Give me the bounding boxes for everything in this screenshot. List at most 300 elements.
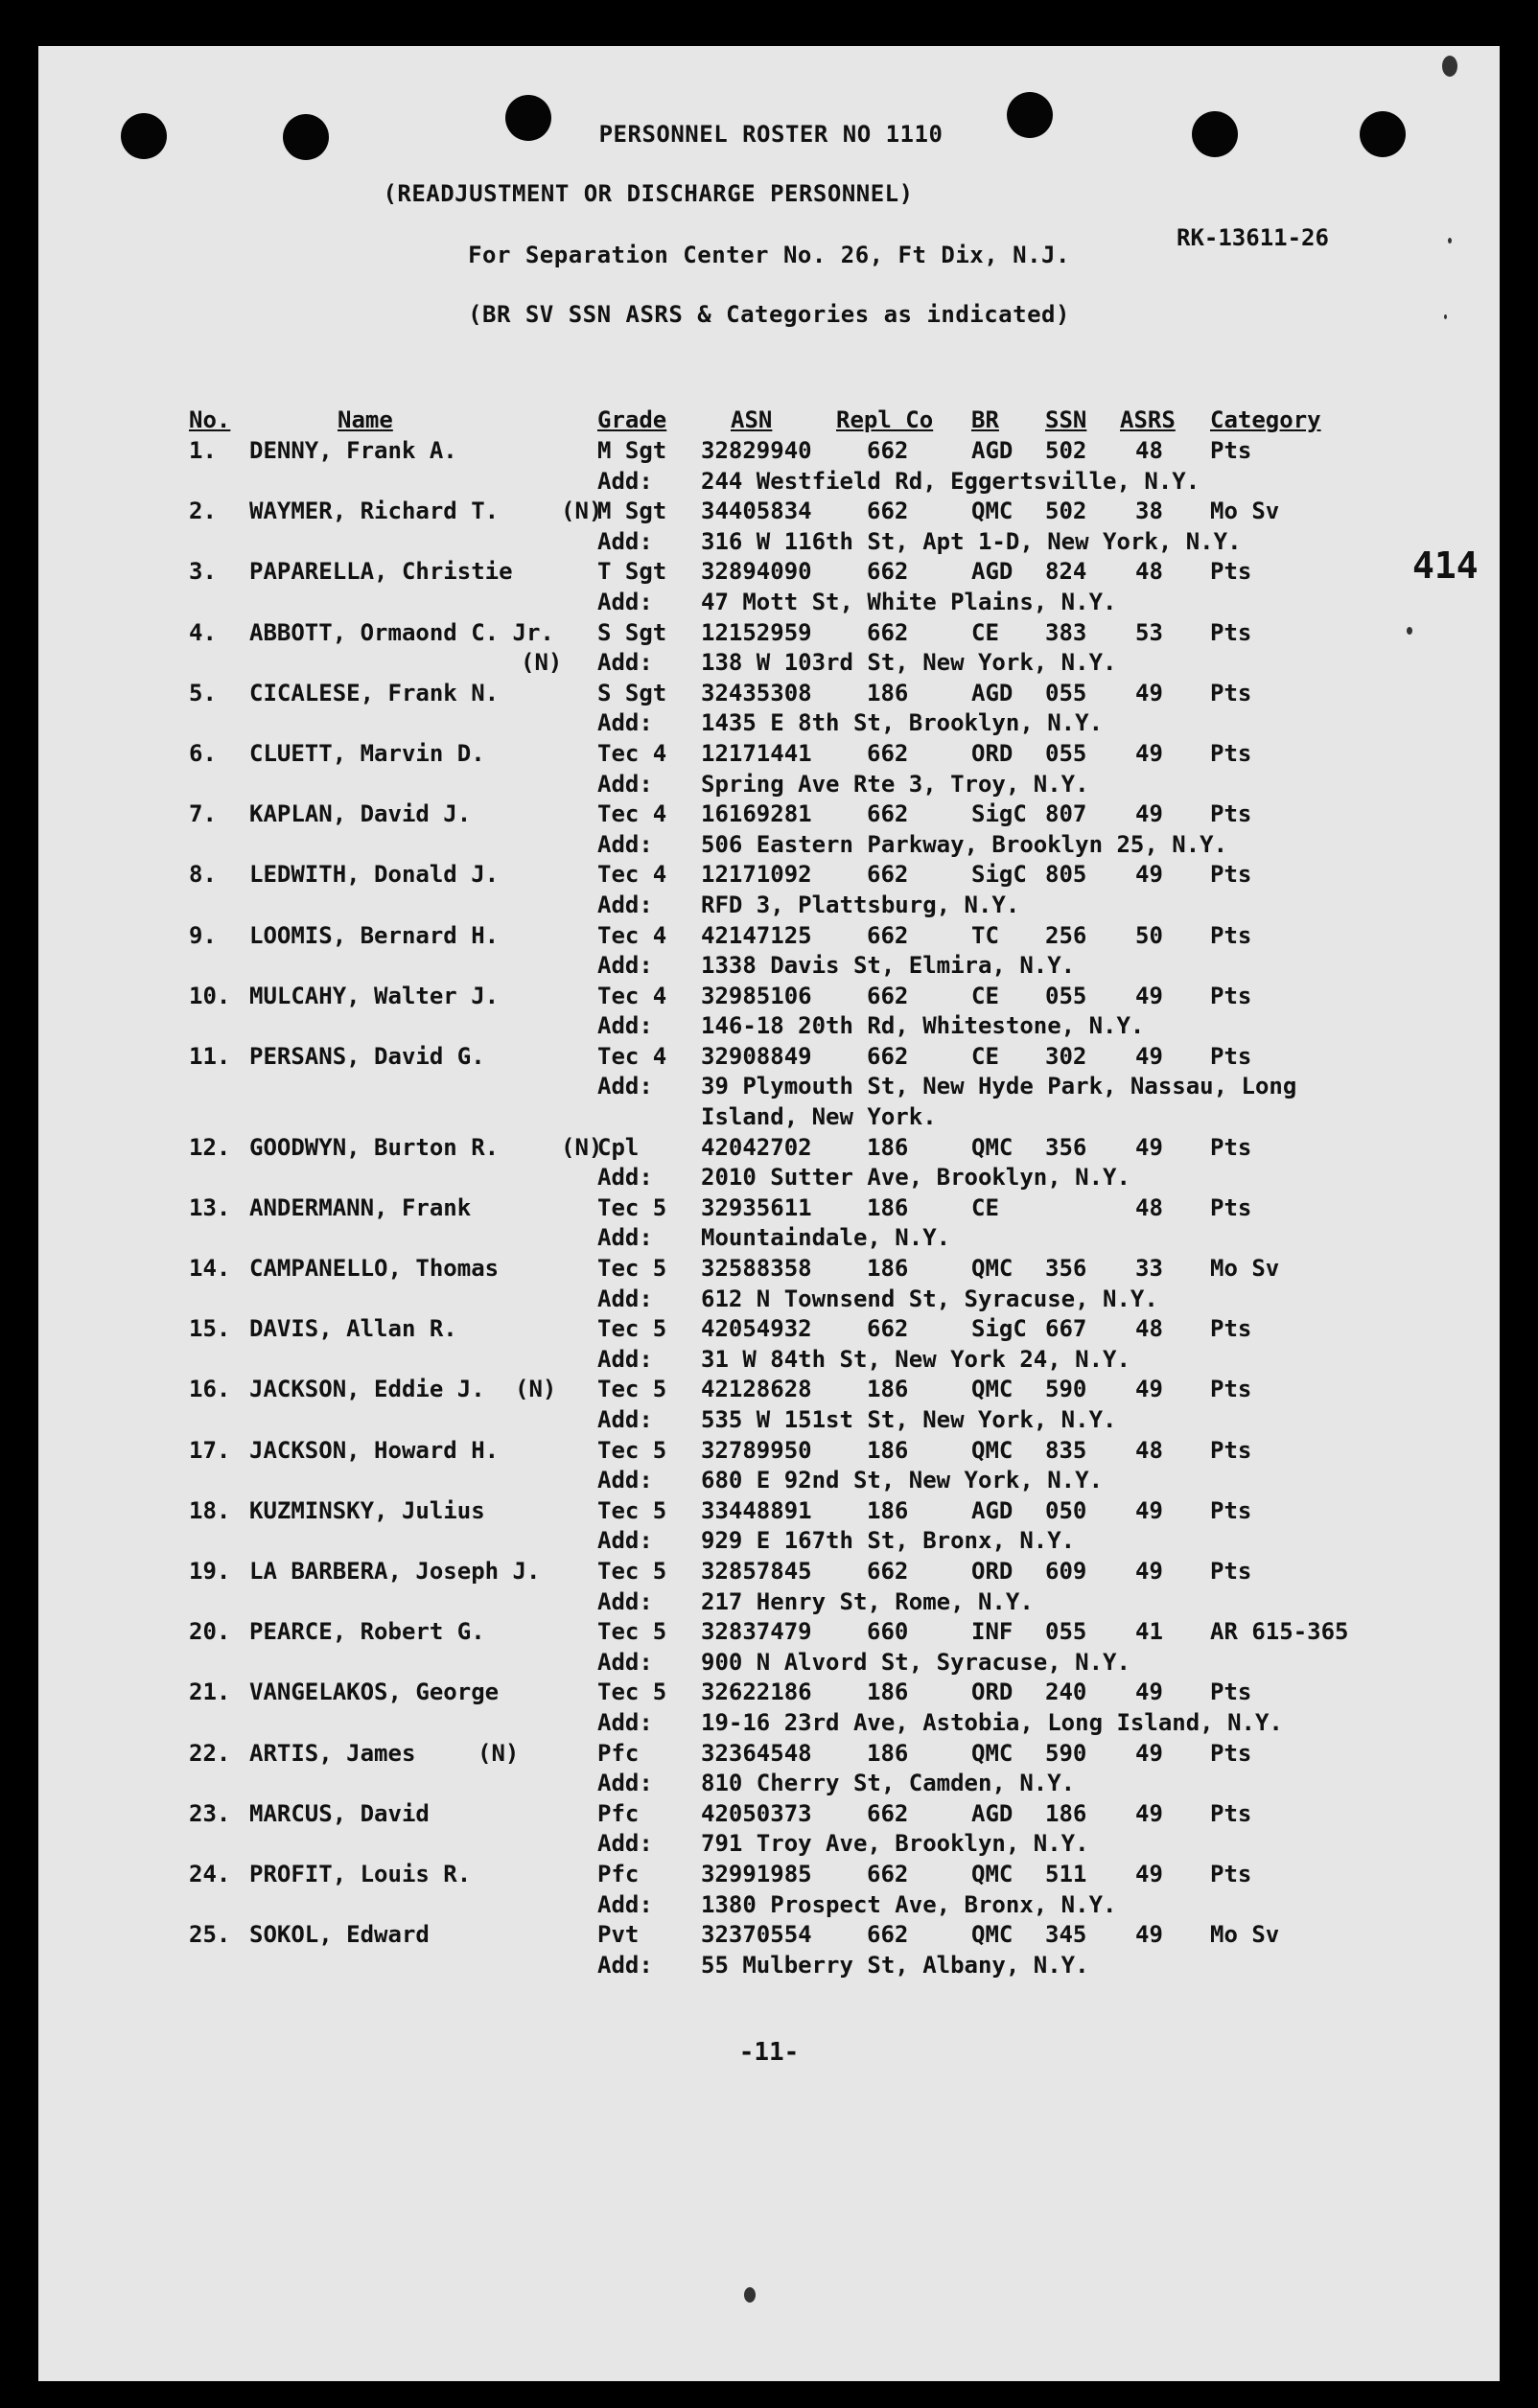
record-number: 1. (189, 437, 217, 464)
record-branch: QMC (971, 1133, 1014, 1161)
record-address: 316 W 116th St, Apt 1-D, New York, N.Y. (701, 527, 1242, 555)
record-asrs: 49 (1135, 739, 1163, 767)
roster-record (38, 558, 1500, 618)
record-category: Pts (1210, 921, 1252, 949)
record-name: GOODWYN, Burton R. (249, 1133, 500, 1161)
record-category: Pts (1210, 861, 1252, 889)
roster-record (38, 1740, 1500, 1800)
address-label: Add: (597, 1467, 653, 1494)
record-grade: Tec 4 (597, 982, 667, 1009)
record-name: MARCUS, David (249, 1799, 430, 1827)
record-asn: 12171092 (701, 861, 812, 889)
record-asn: 32622186 (701, 1679, 812, 1706)
record-asn: 42050373 (701, 1799, 812, 1827)
record-branch: QMC (971, 1921, 1014, 1949)
record-ssn: 667 (1045, 1315, 1087, 1343)
record-branch: AGD (971, 1496, 1014, 1524)
address-label: Add: (597, 1587, 653, 1615)
record-branch: QMC (971, 1739, 1014, 1767)
record-number: 16. (189, 1376, 231, 1403)
record-address-line (38, 831, 1500, 862)
address-label: Add: (597, 1648, 653, 1676)
roster-record (38, 1437, 1500, 1497)
reference-number: RK-13611-26 (1177, 224, 1329, 251)
record-branch: AGD (971, 558, 1014, 586)
roster-record (38, 1921, 1500, 1981)
categories-note: (BR SV SSN ASRS & Categories as indicated) (468, 301, 1070, 328)
record-number: 2. (189, 498, 217, 525)
record-grade: Tec 5 (597, 1376, 667, 1403)
record-main-line (38, 680, 1500, 710)
record-address-line (38, 1770, 1500, 1800)
record-note-marker: (N) (478, 1739, 520, 1767)
record-name: ABBOTT, Ormaond C. Jr. (249, 618, 554, 646)
address-label: Add: (597, 1345, 653, 1373)
record-category: Pts (1210, 1557, 1252, 1585)
record-note-marker: (N) (521, 649, 563, 677)
record-category: Pts (1210, 1315, 1252, 1343)
record-branch: AGD (971, 679, 1014, 706)
record-asrs: 49 (1135, 1133, 1163, 1161)
record-main-line (38, 1376, 1500, 1406)
record-grade: Tec 4 (597, 861, 667, 889)
record-address-line (38, 1073, 1500, 1103)
address-label: Add: (597, 1951, 653, 1979)
record-branch: QMC (971, 498, 1014, 525)
record-name: SOKOL, Edward (249, 1921, 430, 1949)
roster-record (38, 1800, 1500, 1861)
record-ssn: 256 (1045, 921, 1087, 949)
record-asn: 32991985 (701, 1860, 812, 1887)
address-label: Add: (597, 588, 653, 615)
roster-record (38, 1861, 1500, 1921)
record-main-line (38, 922, 1500, 953)
record-asrs: 48 (1135, 1436, 1163, 1464)
address-label: Add: (597, 1708, 653, 1736)
address-label: Add: (597, 527, 653, 555)
record-address-line (38, 1164, 1500, 1194)
record-repl-co: 662 (867, 1860, 909, 1887)
record-name: KUZMINSKY, Julius (249, 1496, 485, 1524)
record-repl-co: 662 (867, 982, 909, 1009)
record-address-line (38, 1467, 1500, 1497)
roster-record (38, 498, 1500, 558)
record-branch: INF (971, 1618, 1014, 1646)
record-category: Pts (1210, 1133, 1252, 1161)
record-asn: 42054932 (701, 1315, 812, 1343)
record-grade: Pfc (597, 1799, 640, 1827)
record-category: Pts (1210, 800, 1252, 828)
roster-record (38, 619, 1500, 680)
record-number: 4. (189, 618, 217, 646)
record-number: 9. (189, 921, 217, 949)
record-asrs: 48 (1135, 1315, 1163, 1343)
record-main-line (38, 1558, 1500, 1588)
roster-record (38, 861, 1500, 921)
record-main-line (38, 1740, 1500, 1771)
col-br: BR (971, 406, 999, 433)
record-address: 506 Eastern Parkway, Brooklyn 25, N.Y. (701, 830, 1228, 858)
record-name: LEDWITH, Donald J. (249, 861, 500, 889)
record-grade: Tec 5 (597, 1193, 667, 1221)
record-number: 22. (189, 1739, 231, 1767)
record-number: 10. (189, 982, 231, 1009)
record-asrs: 49 (1135, 1860, 1163, 1887)
address-label: Add: (597, 1012, 653, 1040)
record-address-line (38, 1588, 1500, 1619)
record-address-line (38, 771, 1500, 801)
record-note-marker: (N) (561, 1133, 603, 1161)
record-branch: QMC (971, 1376, 1014, 1403)
record-repl-co: 186 (867, 1436, 909, 1464)
col-no: No. (189, 406, 231, 433)
record-number: 12. (189, 1133, 231, 1161)
record-name: KAPLAN, David J. (249, 800, 472, 828)
record-asn: 32857845 (701, 1557, 812, 1585)
record-asn: 32435308 (701, 679, 812, 706)
record-main-line (38, 498, 1500, 528)
record-number: 8. (189, 861, 217, 889)
record-number: 6. (189, 739, 217, 767)
record-address: 217 Henry St, Rome, N.Y. (701, 1587, 1034, 1615)
record-grade: S Sgt (597, 618, 667, 646)
address-label: Add: (597, 1770, 653, 1797)
record-grade: Tec 5 (597, 1557, 667, 1585)
roster-record (38, 1043, 1500, 1134)
record-grade: S Sgt (597, 679, 667, 706)
record-asrs: 49 (1135, 1557, 1163, 1585)
record-address-line (38, 1709, 1500, 1740)
record-address-line (38, 1285, 1500, 1316)
record-asrs: 49 (1135, 1376, 1163, 1403)
record-main-line (38, 1618, 1500, 1649)
record-main-line (38, 1497, 1500, 1528)
address-label: Add: (597, 1406, 653, 1433)
record-address-line (38, 589, 1500, 619)
record-repl-co: 186 (867, 1376, 909, 1403)
roster-record (38, 922, 1500, 983)
record-asrs: 33 (1135, 1255, 1163, 1283)
record-asrs: 49 (1135, 982, 1163, 1009)
record-asn: 34405834 (701, 498, 812, 525)
record-repl-co: 662 (867, 558, 909, 586)
record-name: DENNY, Frank A. (249, 437, 457, 464)
record-address: 2010 Sutter Ave, Brooklyn, N.Y. (701, 1164, 1130, 1192)
record-main-line (38, 1134, 1500, 1165)
record-category: Pts (1210, 1042, 1252, 1070)
record-main-line (38, 1255, 1500, 1285)
record-address: 138 W 103rd St, New York, N.Y. (701, 649, 1117, 677)
record-address: 55 Mulberry St, Albany, N.Y. (701, 1951, 1089, 1979)
record-address: RFD 3, Plattsburg, N.Y. (701, 891, 1020, 918)
record-grade: Tec 5 (597, 1255, 667, 1283)
record-category: Pts (1210, 1436, 1252, 1464)
record-repl-co: 662 (867, 1799, 909, 1827)
record-repl-co: 662 (867, 1315, 909, 1343)
record-address: 1435 E 8th St, Brooklyn, N.Y. (701, 709, 1104, 737)
record-category: Pts (1210, 618, 1252, 646)
record-repl-co: 186 (867, 1739, 909, 1767)
record-address: Island, New York. (701, 1103, 937, 1131)
record-grade: Tec 5 (597, 1679, 667, 1706)
record-address: 47 Mott St, White Plains, N.Y. (701, 588, 1117, 615)
record-ssn: 356 (1045, 1133, 1087, 1161)
record-grade: Tec 5 (597, 1618, 667, 1646)
record-asn: 12171441 (701, 739, 812, 767)
record-ssn: 302 (1045, 1042, 1087, 1070)
record-branch: SigC (971, 800, 1027, 828)
col-name: Name (338, 406, 393, 433)
record-grade: M Sgt (597, 498, 667, 525)
record-address-line (38, 1830, 1500, 1861)
record-name: CICALESE, Frank N. (249, 679, 500, 706)
record-asrs: 49 (1135, 1042, 1163, 1070)
record-repl-co: 186 (867, 1496, 909, 1524)
roster-record (38, 1679, 1500, 1739)
record-number: 24. (189, 1860, 231, 1887)
col-ssn: SSN (1045, 406, 1087, 433)
record-asrs: 49 (1135, 1921, 1163, 1949)
record-number: 25. (189, 1921, 231, 1949)
record-address: 612 N Townsend St, Syracuse, N.Y. (701, 1285, 1158, 1312)
record-address-line (38, 649, 1500, 680)
address-label: Add: (597, 1527, 653, 1555)
record-ssn: 055 (1045, 739, 1087, 767)
record-category: Pts (1210, 1739, 1252, 1767)
record-address-line (38, 891, 1500, 922)
record-repl-co: 662 (867, 739, 909, 767)
record-address-line (38, 952, 1500, 983)
record-category: Pts (1210, 679, 1252, 706)
record-address: 680 E 92nd St, New York, N.Y. (701, 1467, 1104, 1494)
record-address-line (38, 1406, 1500, 1437)
record-number: 23. (189, 1799, 231, 1827)
record-branch: TC (971, 921, 999, 949)
record-ssn: 609 (1045, 1557, 1087, 1585)
record-branch: QMC (971, 1436, 1014, 1464)
record-address: 146-18 20th Rd, Whitestone, N.Y. (701, 1012, 1145, 1040)
record-repl-co: 186 (867, 1193, 909, 1221)
record-ssn: 805 (1045, 861, 1087, 889)
roster-record (38, 680, 1500, 740)
record-main-line (38, 983, 1500, 1013)
record-asrs: 49 (1135, 1799, 1163, 1827)
roster-record (38, 1315, 1500, 1376)
record-name: CAMPANELLO, Thomas (249, 1255, 500, 1283)
record-category: Pts (1210, 739, 1252, 767)
roster-record (38, 1194, 1500, 1255)
roster-title: PERSONNEL ROSTER NO 1110 (598, 121, 944, 148)
record-repl-co: 186 (867, 1133, 909, 1161)
record-branch: CE (971, 1042, 999, 1070)
roster-page (38, 46, 1500, 2381)
record-ssn: 590 (1045, 1376, 1087, 1403)
roster-record (38, 1376, 1500, 1436)
record-number: 13. (189, 1193, 231, 1221)
record-repl-co: 662 (867, 921, 909, 949)
record-branch: QMC (971, 1255, 1014, 1283)
column-headers (38, 406, 1500, 437)
address-label: Add: (597, 467, 653, 495)
record-number: 18. (189, 1496, 231, 1524)
record-address-line (38, 1649, 1500, 1679)
record-branch: CE (971, 1193, 999, 1221)
record-asrs: 49 (1135, 679, 1163, 706)
record-asn: 32837479 (701, 1618, 812, 1646)
record-name: VANGELAKOS, George (249, 1679, 500, 1706)
address-label: Add: (597, 1164, 653, 1192)
record-repl-co: 186 (867, 1255, 909, 1283)
record-asrs: 48 (1135, 1193, 1163, 1221)
record-branch: SigC (971, 861, 1027, 889)
col-asrs: ASRS (1120, 406, 1176, 433)
record-name: WAYMER, Richard T. (249, 498, 500, 525)
record-main-line (38, 740, 1500, 771)
record-asn: 33448891 (701, 1496, 812, 1524)
record-grade: Tec 4 (597, 800, 667, 828)
record-grade: Tec 5 (597, 1315, 667, 1343)
record-category: Pts (1210, 437, 1252, 464)
record-branch: ORD (971, 1679, 1014, 1706)
record-number: 5. (189, 679, 217, 706)
record-repl-co: 662 (867, 861, 909, 889)
record-repl-co: 662 (867, 618, 909, 646)
record-address-line (38, 1346, 1500, 1377)
record-grade: Tec 4 (597, 921, 667, 949)
record-repl-co: 662 (867, 498, 909, 525)
record-grade: Tec 4 (597, 1042, 667, 1070)
record-category: Pts (1210, 1193, 1252, 1221)
roster-record (38, 740, 1500, 800)
record-repl-co: 660 (867, 1618, 909, 1646)
record-repl-co: 662 (867, 800, 909, 828)
record-grade: Tec 5 (597, 1496, 667, 1524)
margin-number: 414 (1412, 544, 1479, 587)
record-name: JACKSON, Eddie J. (249, 1376, 485, 1403)
record-main-line (38, 1315, 1500, 1346)
record-branch: ORD (971, 1557, 1014, 1585)
record-name: JACKSON, Howard H. (249, 1436, 500, 1464)
record-ssn: 824 (1045, 558, 1087, 586)
record-address: Mountaindale, N.Y. (701, 1224, 951, 1252)
record-grade: Cpl (597, 1133, 640, 1161)
record-main-line (38, 1437, 1500, 1468)
record-asn: 32588358 (701, 1255, 812, 1283)
address-label: Add: (597, 952, 653, 980)
record-ssn: 502 (1045, 437, 1087, 464)
record-ssn: 383 (1045, 618, 1087, 646)
record-ssn: 186 (1045, 1799, 1087, 1827)
record-ssn: 511 (1045, 1860, 1087, 1887)
record-note-marker: (N) (515, 1376, 557, 1403)
record-branch: CE (971, 618, 999, 646)
record-address: 1338 Davis St, Elmira, N.Y. (701, 952, 1076, 980)
record-grade: Pfc (597, 1860, 640, 1887)
record-address-line (38, 1952, 1500, 1982)
record-name: ANDERMANN, Frank (249, 1193, 472, 1221)
record-category: Pts (1210, 1376, 1252, 1403)
record-address: 810 Cherry St, Camden, N.Y. (701, 1770, 1076, 1797)
record-address: 929 E 167th St, Bronx, N.Y. (701, 1527, 1076, 1555)
record-name: PERSANS, David G. (249, 1042, 485, 1070)
record-address: 1380 Prospect Ave, Bronx, N.Y. (701, 1890, 1117, 1918)
record-asrs: 38 (1135, 498, 1163, 525)
record-category: Pts (1210, 982, 1252, 1009)
record-asrs: 49 (1135, 1496, 1163, 1524)
record-ssn: 050 (1045, 1496, 1087, 1524)
record-address-line (38, 1103, 1500, 1134)
record-name: MULCAHY, Walter J. (249, 982, 500, 1009)
record-ssn: 356 (1045, 1255, 1087, 1283)
record-number: 20. (189, 1618, 231, 1646)
record-asn: 32894090 (701, 558, 812, 586)
record-asrs: 49 (1135, 1679, 1163, 1706)
record-repl-co: 662 (867, 1557, 909, 1585)
record-number: 21. (189, 1679, 231, 1706)
record-address: 900 N Alvord St, Syracuse, N.Y. (701, 1648, 1130, 1676)
record-asn: 42128628 (701, 1376, 812, 1403)
record-category: Pts (1210, 558, 1252, 586)
record-note-marker: (N) (561, 498, 603, 525)
record-asn: 16169281 (701, 800, 812, 828)
address-label: Add: (597, 1285, 653, 1312)
record-address-line (38, 1527, 1500, 1558)
record-grade: Tec 5 (597, 1436, 667, 1464)
record-repl-co: 662 (867, 1042, 909, 1070)
record-asn: 32789950 (701, 1436, 812, 1464)
record-asn: 32935611 (701, 1193, 812, 1221)
record-category: Pts (1210, 1679, 1252, 1706)
roster-record (38, 437, 1500, 498)
record-repl-co: 186 (867, 679, 909, 706)
record-ssn: 055 (1045, 1618, 1087, 1646)
record-address-line (38, 709, 1500, 740)
record-repl-co: 186 (867, 1679, 909, 1706)
record-branch: ORD (971, 739, 1014, 767)
record-address: 39 Plymouth St, New Hyde Park, Nassau, Long (701, 1073, 1297, 1100)
record-address-line (38, 1012, 1500, 1043)
record-address: Spring Ave Rte 3, Troy, N.Y. (701, 770, 1089, 798)
record-grade: T Sgt (597, 558, 667, 586)
record-asrs: 41 (1135, 1618, 1163, 1646)
record-branch: SigC (971, 1315, 1027, 1343)
record-asn: 42042702 (701, 1133, 812, 1161)
address-label: Add: (597, 709, 653, 737)
address-label: Add: (597, 1224, 653, 1252)
record-asn: 32370554 (701, 1921, 812, 1949)
roster-record (38, 1618, 1500, 1679)
record-main-line (38, 1921, 1500, 1952)
record-asrs: 48 (1135, 558, 1163, 586)
record-grade: Tec 4 (597, 739, 667, 767)
record-name: LOOMIS, Bernard H. (249, 921, 500, 949)
record-address-line (38, 1891, 1500, 1922)
record-ssn: 055 (1045, 982, 1087, 1009)
roster-record (38, 1255, 1500, 1315)
record-address: 19-16 23rd Ave, Astobia, Long Island, N.Y. (701, 1708, 1283, 1736)
page-number: -11- (738, 2038, 800, 2067)
record-asrs: 50 (1135, 921, 1163, 949)
record-address: 535 W 151st St, New York, N.Y. (701, 1406, 1117, 1433)
record-asn: 32908849 (701, 1042, 812, 1070)
roster-record (38, 800, 1500, 861)
record-asn: 42147125 (701, 921, 812, 949)
record-ssn: 502 (1045, 498, 1087, 525)
address-label: Add: (597, 891, 653, 918)
record-repl-co: 662 (867, 1921, 909, 1949)
record-category: Mo Sv (1210, 1921, 1280, 1949)
record-repl-co: 662 (867, 437, 909, 464)
